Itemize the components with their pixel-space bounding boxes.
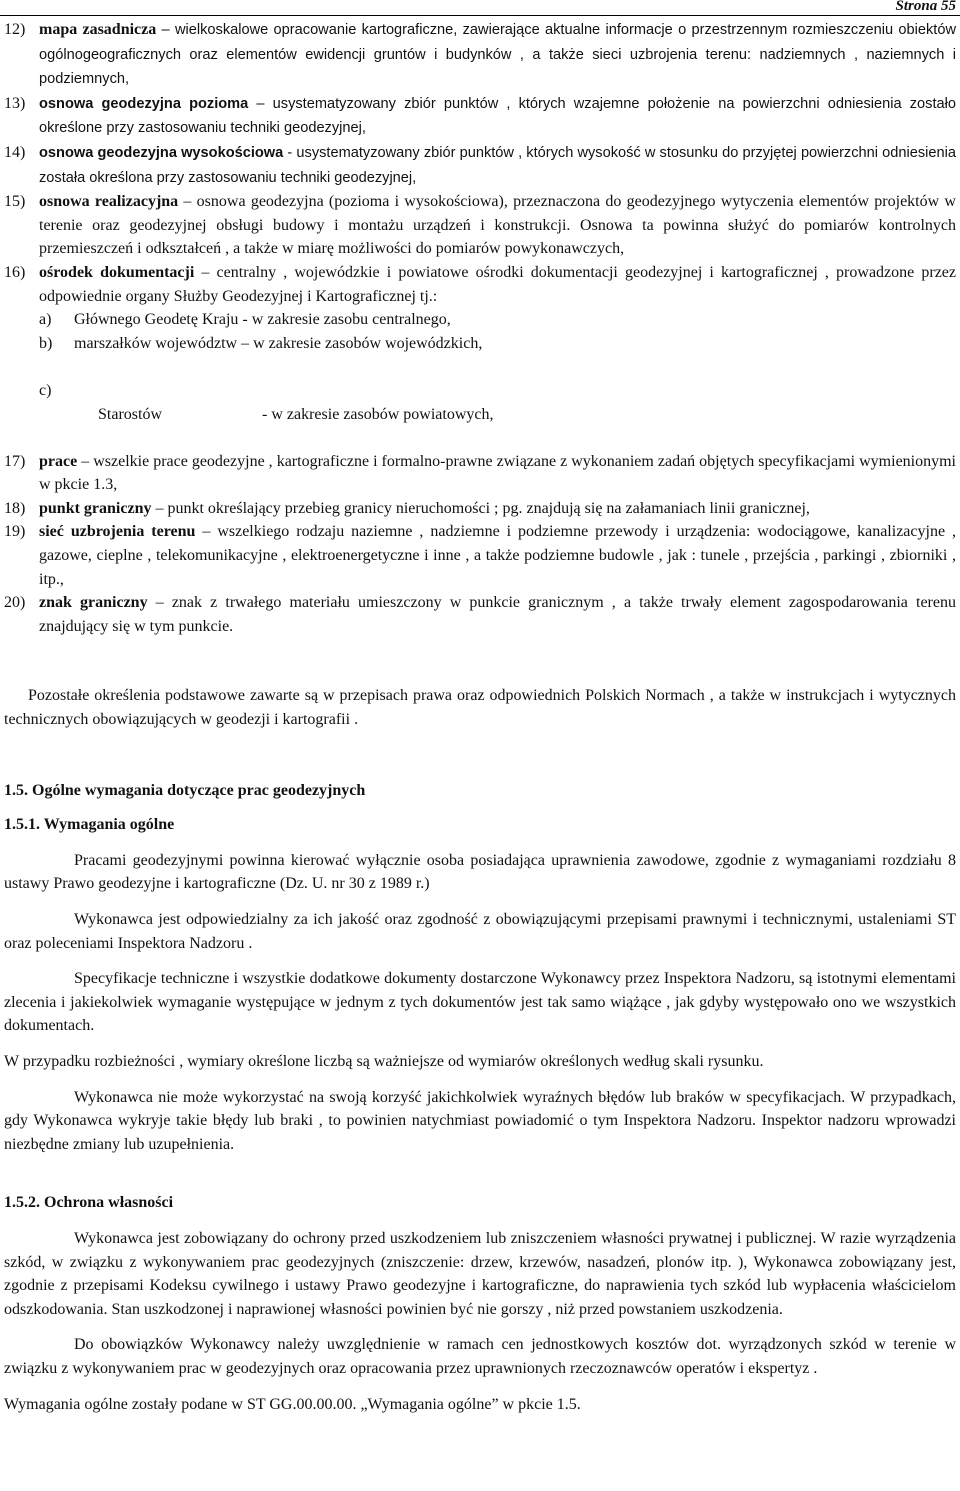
definition-term: mapa zasadnicza [39,21,157,38]
paragraph: Pracami geodezyjnymi powinna kierować wyłącznie osoba posiadająca uprawnienia zawodowe, zgodnie z wymaganiami rozdziału 8 ustawy Prawo geodezyjne i kartograficzne (Dz. U. nr 30 z 1989 r.) [4,851,956,893]
section-heading-1-5-2: 1.5.2. Ochrona własności [4,1194,174,1212]
definition-number: 15) [4,193,26,211]
definition-text: - usystematyzowany zbiór punktów , których wysokość w stosunku do przyjętej powierzchni odniesienia została określona przy zastosowaniu techniki geodezyjnej, [39,144,956,186]
definition-text: – znak z trwałego materiału umieszczony w punkcie granicznym , a także trwały element zagospodarowania terenu znajdujący się w tym punkcie. [39,594,956,635]
definition-term: prace [39,452,78,470]
definition-item-15 [4,190,956,261]
definition-term: sieć uzbrojenia terenu [39,523,196,541]
definition-number: 20) [4,594,26,612]
sub-item-letter: b) [39,334,53,352]
sub-item-text: Starostów - w zakresie zasobów powiatowych, [98,405,494,423]
definition-term: osnowa realizacyjna [39,193,179,211]
definition-text: – wszelkie prace geodezyjne , kartograficzne i formalno-prawne związane z wykonaniem zadań objętych specyfikacjami wymienionymi w pkcie 1.3, [39,452,956,494]
sub-item-text: Głównego Geodetę Kraju - w zakresie zasobu centralnego, [74,311,451,329]
paragraph: W przypadku rozbieżności , wymiary określone liczbą są ważniejsze od wymiarów określonych według skali rysunku. [4,1052,764,1070]
definition-number: 18) [4,499,26,517]
section-heading-1-5-1: 1.5.1. Wymagania ogólne [4,816,175,834]
paragraph: Wykonawca jest odpowiedzialny za ich jakość oraz zgodność z obowiązującymi przepisami prawnymi i technicznymi, ustaleniami ST oraz poleceniami Inspektora Nadzoru . [4,911,956,952]
definition-term: znak graniczny [39,594,148,612]
paragraph: Wymagania ogólne zostały podane w ST GG.00.00.00. „Wymagania ogólne” w pkcie 1.5. [4,1395,581,1413]
definition-number: 16) [4,263,26,281]
sub-item-letter: c) [39,381,52,399]
sub-item-text: marszałków województw – w zakresie zasobów wojewódzkich, [74,334,483,352]
definition-item-20 [4,591,956,638]
sub-item-a [4,308,956,332]
page-content [4,18,956,1416]
definition-text: – osnowa geodezyjna (pozioma i wysokościowa), przeznaczona do geodezyjnego wytyczenia elementów projektów w terenie oraz geodezyjnej obsługi budowy i montażu urządzeń i konstrukcji. Osnowa ta powinna służyć do pomiarów kontrolnych przemieszczeń i odkształceń , a także w miarę możliwości do pomiarów powykonawczych, [39,193,956,258]
definition-number: 13) [4,94,26,112]
paragraph: Do obowiązków Wykonawcy należy uwzględnienie w ramach cen jednostkowych kosztów dot. wyrządzonych szkód w terenie w związku z wykonywaniem prac w geodezyjnych oraz opracowania przez uprawnionych rzeczoznawców operatów i ekspertyz . [4,1336,956,1377]
definition-number: 12) [4,21,26,38]
definition-text: – wszelkiego rodzaju naziemne , nadziemne i podziemne przewody i urządzenia: wodociągowe, kanalizacyjne , gazowe, cieplne , telekomunikacyjne , elektroenergetyczne i inne , a także podziemne budowle , jak : tunele , przejścia , parkingi , zbiorniki , itp., [39,523,956,588]
definition-term: punkt graniczny [39,499,152,517]
definition-term: ośrodek dokumentacji [39,263,195,281]
definition-term: osnowa geodezyjna pozioma [39,95,249,112]
definition-item-18 [4,497,956,521]
sub-item-b [4,332,956,356]
definition-item-14 [4,141,956,190]
intro-paragraph: Pozostałe określenia podstawowe zawarte są w przepisach prawa oraz odpowiednich Polskich Normach , a także w instrukcjach i wytycznych technicznych obowiązujących w geodezji i kartografii . [4,687,956,729]
definition-item-17 [4,450,956,497]
definition-text: – wielkoskalowe opracowanie kartograficzne, zawierające aktualne informacje o przestrzennym rozmieszczeniu obiektów ogólnogeograficznych oraz elementów ewidencji gruntów i budynków , a także sieci uzbrojenia terenu: nadziemnych , naziemnych i podziemnych, [39,22,956,88]
definition-text: – usystematyzowany zbiór punktów , których wzajemne położenie na powierzchni odniesienia zostało określone przy zastosowaniu techniki geodezyjnej, [39,95,956,137]
definition-number: 19) [4,523,26,541]
definition-item-13 [4,92,956,141]
page-number: Strona 55 [890,0,956,15]
sub-item-c [4,355,956,449]
paragraph: Wykonawca jest zobowiązany do ochrony przed uszkodzeniem lub zniszczeniem własności prywatnej i publicznej. W razie wyrządzenia szkód, w związku z wykonywaniem prac geodezyjnych (zniszczenie: drzew, krzewów, nasadzeń, plonów itp. ), Wykonawca zobowiązany jest, zgodnie z przepisami Kodeksu cywilnego i ustawy Prawo geodezyjne i kartograficzne, do naprawienia tych szkód lub wypłacenia właścicielom odszkodowania. Stan uszkodzonej i naprawionej własności powinien być nie gorszy , niż przed powstaniem uszkodzenia. [4,1229,956,1318]
paragraph: Wykonawca nie może wykorzystać na swoją korzyść jakichkolwiek wyraźnych błędów lub braków w specyfikacjach. W przypadkach, gdy Wykonawca wykryje takie błędy lub braki , to powinien natychmiast powiadomić o tym Inspektora Nadzoru. Inspektor nadzoru wprowadzi niezbędne zmiany lub uzupełnienia. [4,1088,956,1153]
sub-item-letter: a) [39,311,52,329]
paragraph: Specyfikacje techniczne i wszystkie dodatkowe dokumenty dostarczone Wykonawcy przez Inspektora Nadzoru, są istotnymi elementami zlecenia i jakiekolwiek wymaganie występujące w jednym z tych dokumentów jest tak samo wiążące , jak gdyby występowało ono we wszystkich dokumentach. [4,970,956,1035]
definition-item-16 [4,261,956,308]
definition-term: osnowa geodezyjna wysokościowa [39,144,284,161]
section-heading-1-5: 1.5. Ogólne wymagania dotyczące prac geodezyjnych [4,781,366,799]
definition-number: 14) [4,143,26,161]
definition-text: – centralny , wojewódzkie i powiatowe ośrodki dokumentacji geodezyjnej i kartograficznej , prowadzone przez odpowiednie organy Służby Geodezyjnej i Kartograficznej tj.: [39,263,956,305]
definition-text: – punkt określający przebieg granicy nieruchomości ; pg. znajdują się na załamaniach linii granicznej, [151,499,810,517]
definition-number: 17) [4,452,26,470]
definition-item-19 [4,520,956,591]
header-rule [0,15,960,16]
definition-item-12 [4,18,956,92]
